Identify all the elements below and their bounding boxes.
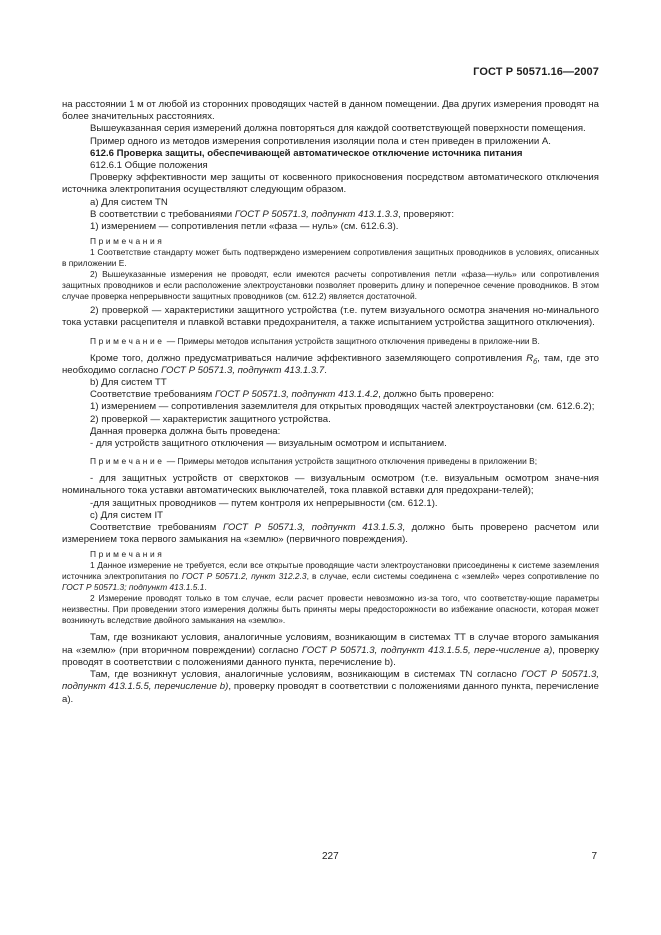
- paragraph: Вышеуказанная серия измерений должна повторяться для каждой соответствующей поверхности помещения.: [90, 123, 586, 135]
- note-item: 2 Измерение проводят только в том случае, если расчет провести невозможно из-за того, что соответству-ющие параметры неизвестны. При проведении этого измерения должны быть приняты меры предосторожности во избежание опасности, которая может возникнуть вследствие двойного замыкания на «землю».: [62, 593, 599, 626]
- standard-reference: ГОСТ Р 50571.3, подпункт 413.1.5.5, перечисление b): [62, 669, 599, 693]
- standard-reference: ГОСТ Р 50571.3, подпункт 413.1.3.3: [234, 208, 398, 220]
- note-item: 1 Данное измерение не требуется, если все открытые проводящие части электроустановки присоединены к системе заземления источника электропитания по ГОСТ Р 50571.2, пункт 312.2.3, в случае, если системы соединена с «землей» через сопротивление по ГОСТ Р 50571.3; подпункт 413.1.5.1.: [62, 560, 600, 593]
- paragraph: Проверку эффективности мер защиты от косвенного прикосновения посредством автоматического отключения источника электропитания осуществляют следующим образом.: [62, 172, 599, 196]
- document-body: [62, 99, 599, 706]
- list-item: - для защитных устройств от сверхтоков — визуальным осмотром (т.е. визуальным осмотром значе-ния номинального тока уставки автоматических выключателей, тока плавкой вставки для предохрани-телей);: [62, 473, 599, 497]
- list-item: а) Для систем TN: [90, 196, 168, 208]
- standard-reference: ГОСТ Р 50571.3, подпункт 413.1.5.3: [223, 522, 403, 534]
- standard-reference: ГОСТ Р 50571.3; подпункт 413.1.5.1: [62, 582, 205, 593]
- note: Примечание — Примеры методов испытания устройств защитного отключения приведены в приложении В;: [90, 456, 538, 467]
- subsection-heading: 612.6.1 Общие положения: [90, 160, 208, 172]
- paragraph: В соответствии с требованиями ГОСТ Р 50571.3, подпункт 413.1.3.3, проверяют:: [90, 208, 454, 220]
- list-item: - для устройств защитного отключения — визуальным осмотром и испытанием.: [90, 438, 447, 450]
- list-item: 1) измерением — сопротивления заземлителя для открытых проводящих частей электроустановки (см. 612.6.2);: [90, 401, 595, 413]
- notes-title: Примечания: [90, 549, 165, 560]
- resistance-symbol: $R_б$: [526, 352, 538, 366]
- list-item: -для защитных проводников — путем контроля их непрерывности (см. 612.1).: [90, 497, 438, 509]
- list-item: b) Для систем ТТ: [90, 377, 167, 389]
- section-heading: 612.6 Проверка защиты, обеспечивающей автоматическое отключение источника питания: [90, 147, 523, 159]
- paragraph: на расстоянии 1 м от любой из сторонних проводящих частей в данном помещении. Два других измерения проводят на более значительных расстояниях.: [62, 99, 599, 123]
- paragraph: Там, где возникают условия, аналогичные условиям, возникающим в системах ТТ в случае второго замыкания на «землю» (при вторичном повреждении) согласно ГОСТ Р 50571.3, подпункт 413.1.5.5, пере-числение а), проверку проводят в соответствии с положениями данного пункта, перечисление b).: [62, 632, 599, 668]
- paragraph: Там, где возникнут условия, аналогичные условиям, возникающим в системах TN согласно ГОСТ Р 50571.3, подпункт 413.1.5.5, перечисление b), проверку проводят в соответствии с положениями данного пункта, перечисление а).: [62, 669, 599, 705]
- sheet-number: 7: [591, 851, 597, 862]
- list-item: 2) проверкой — характеристики защитного устройства (т.е. путем визуального осмотра значения но-минального тока уставки расцепителя и плавкой вставки предохранителя, а также испытанием устройства защитного отключения).: [62, 305, 599, 329]
- document-header: ГОСТ Р 50571.16—2007: [473, 66, 599, 78]
- standard-reference: ГОСТ Р 50571.3, подпункт 413.1.4.2: [214, 389, 379, 401]
- note-item: 1 Соответствие стандарту может быть подтверждено измерением сопротивления защитных проводников в условиях, описанных в приложении Е.: [62, 247, 599, 269]
- standard-reference: ГОСТ Р 50571.3, подпункт 413.1.3.7: [161, 364, 325, 376]
- list-item: с) Для систем IT: [90, 509, 163, 521]
- notes-title: Примечания: [90, 236, 165, 247]
- note-item: 2) Вышеуказанные измерения не проводят, если имеются расчеты сопротивления петли «фаза—нуль» или сопротивления защитных проводников и если расположение электроустановки позволяет проверить длину и поперечное сечение проводников. В этом случае проверка непрерывности защитных проводников (см. 612.2) является достаточной.: [62, 269, 599, 302]
- note: Примечание — Примеры методов испытания устройств защитного отключения приведены в приложе-нии В.: [90, 335, 540, 346]
- page-number: 227: [322, 851, 339, 862]
- list-item: 2) проверкой — характеристик защитного устройства.: [90, 413, 331, 425]
- standard-reference: ГОСТ Р 50571.3, подпункт 413.1.5.5, пере-числение а): [301, 644, 553, 656]
- paragraph: Соответствие требованиям ГОСТ Р 50571.3, подпункт 413.1.4.2, должно быть проверено:: [90, 389, 495, 401]
- list-item: 1) измерением — сопротивления петли «фаза — нуль» (см. 612.6.3).: [90, 221, 399, 233]
- paragraph: Данная проверка должна быть проведена:: [90, 425, 281, 437]
- standard-reference: ГОСТ Р 50571.2, пункт 312.2.3: [181, 571, 307, 582]
- paragraph: Соответствие требованиям ГОСТ Р 50571.3, подпункт 413.1.5.3, должно быть проверено расчетом или измерением тока первого замыкания на «землю» (первичного повреждения).: [62, 522, 599, 546]
- paragraph: Пример одного из методов измерения сопротивления изоляции пола и стен приведен в приложении А.: [90, 135, 551, 147]
- paragraph: Кроме того, должно предусматриваться наличие эффективного заземляющего сопротивления $R_б$, там, где это необходимо согласно ГОСТ Р 50571.3, подпункт 413.1.3.7.: [62, 352, 600, 376]
